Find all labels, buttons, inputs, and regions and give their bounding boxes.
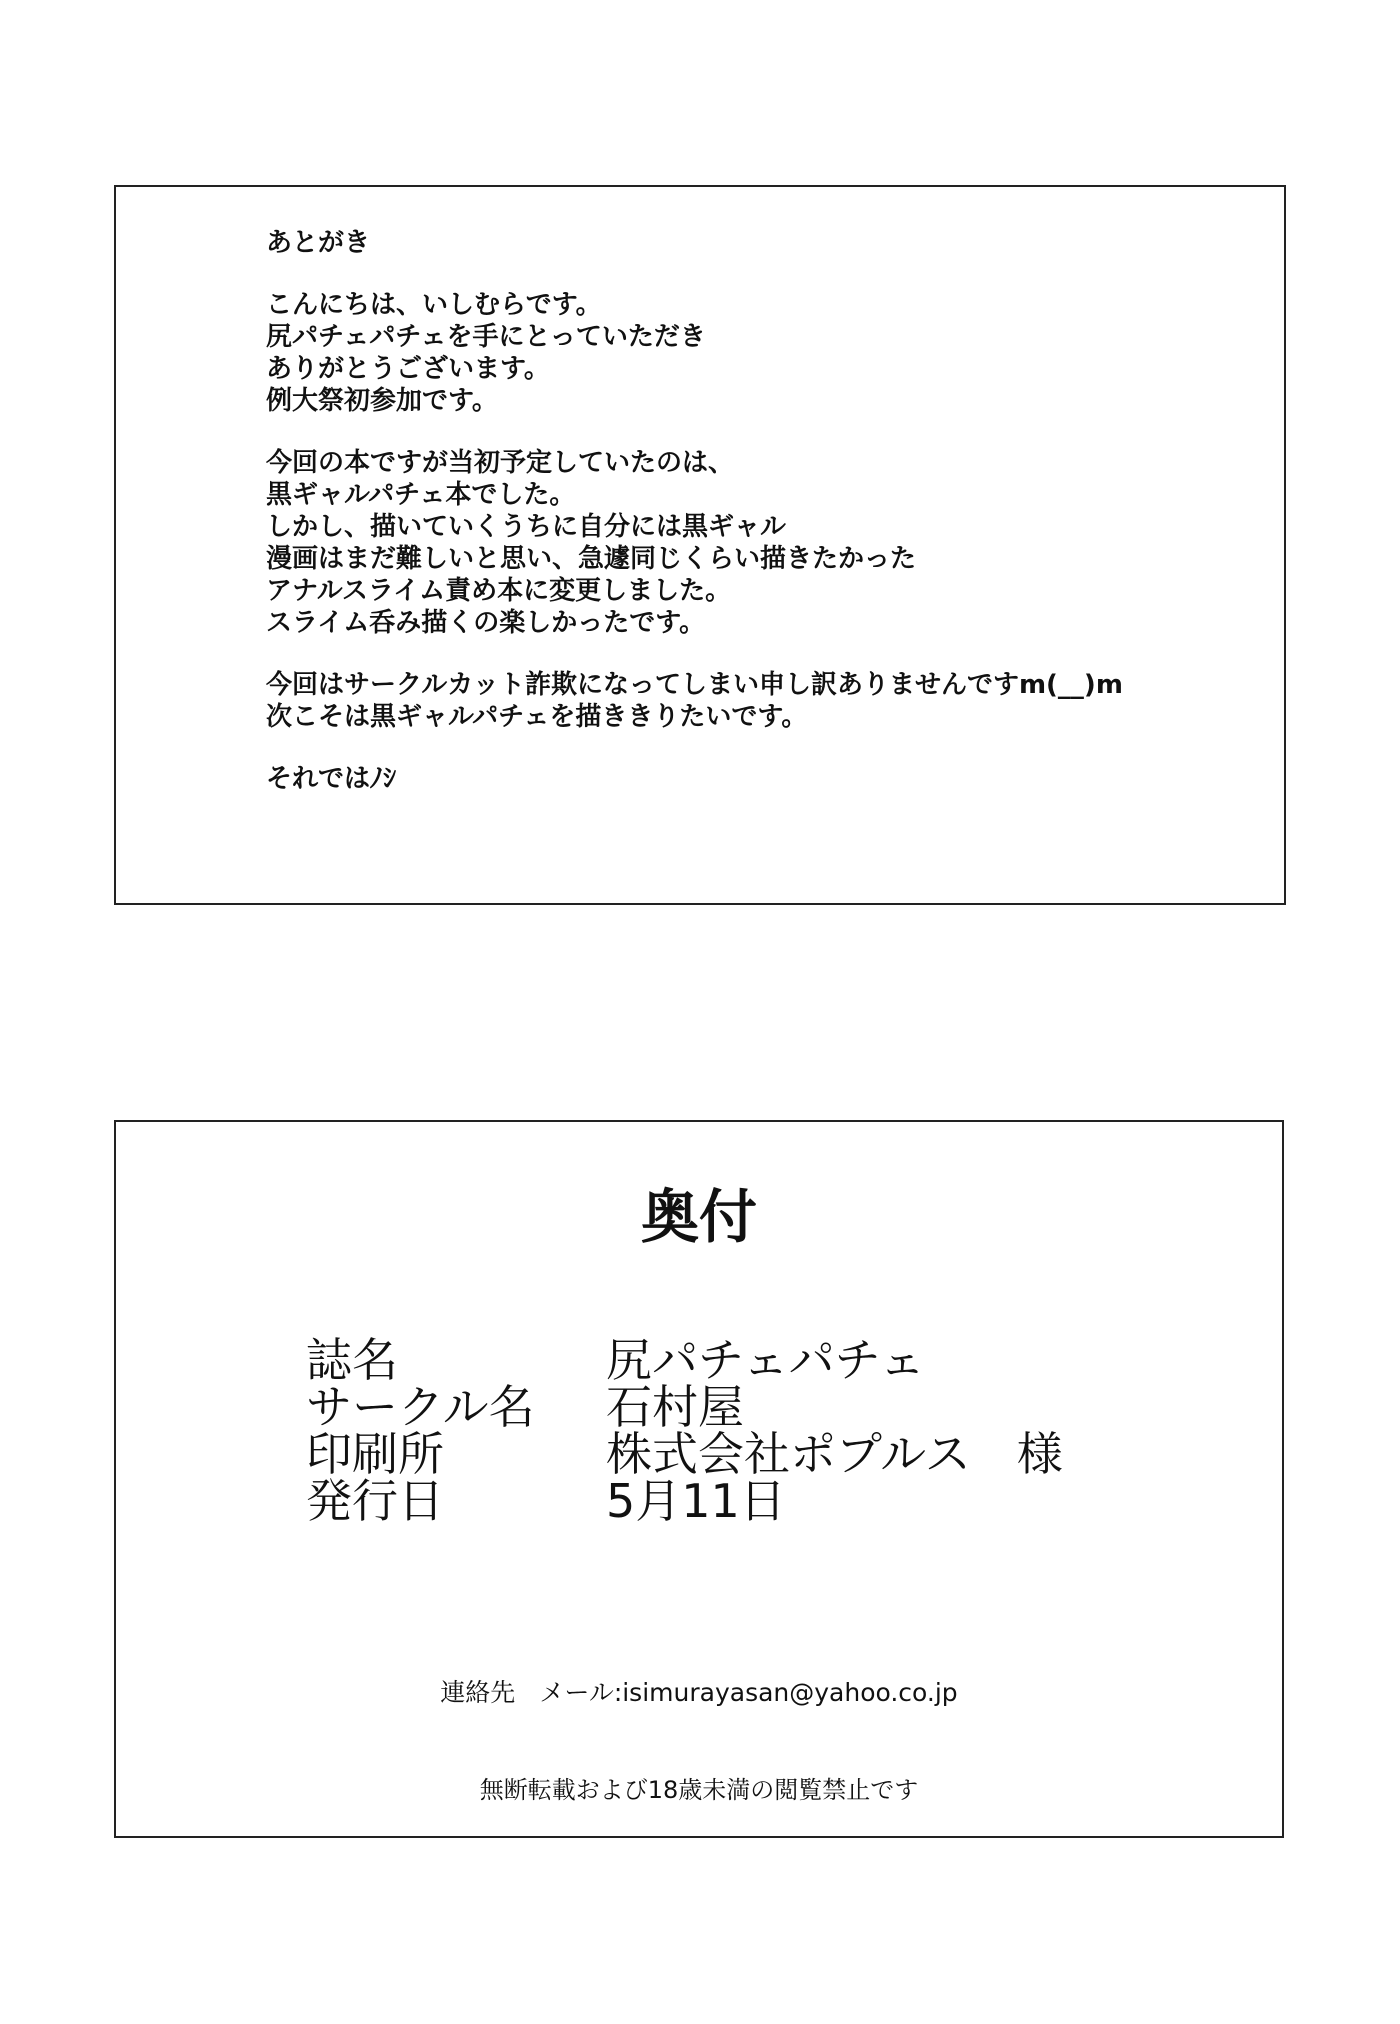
afterword-line: 漫画はまだ難しいと思い、急遽同じくらい描きたかった: [266, 544, 917, 574]
info-label: 誌名: [306, 1333, 398, 1387]
paragraph-gap: [266, 417, 1246, 447]
afterword-line: しかし、描いていくうちに自分には黒ギャル: [266, 512, 787, 542]
colophon-box: [114, 1120, 1284, 1838]
contact-line: [116, 1677, 1282, 1709]
afterword-line: スライム呑み描くの楽しかったです。: [266, 608, 706, 638]
afterword-line: 尻パチェパチェを手にとっていただき: [266, 322, 706, 352]
afterword-signoff: それではﾉｼ: [266, 764, 397, 794]
afterword-line: 次こそは黒ギャルパチェを描ききりたいです。: [266, 702, 808, 732]
afterword-line: アナルスライム責め本に変更しました。: [266, 576, 732, 606]
info-row-printer: [306, 1427, 1206, 1481]
info-label: 印刷所: [306, 1427, 444, 1481]
contact-email: メール:isimurayasan@yahoo.co.jp: [539, 1678, 958, 1707]
paragraph-gap: [266, 733, 1246, 763]
colophon-info-table: [306, 1333, 1206, 1528]
copyright-notice: 無断転載および18歳未満の閲覧禁止です: [479, 1776, 919, 1804]
afterword-title: あとがき: [266, 228, 371, 258]
paragraph-gap: [266, 639, 1246, 669]
info-value: 5月11日: [606, 1474, 786, 1528]
afterword-line: 例大祭初参加です。: [266, 386, 498, 416]
afterword-box: [114, 185, 1286, 905]
afterword-line: 今回の本ですが当初予定していたのは、: [266, 448, 735, 478]
info-row-circle: [306, 1380, 1206, 1434]
afterword-line: こんにちは、いしむらです。: [266, 290, 602, 320]
info-value: 尻パチェパチェ: [606, 1333, 926, 1387]
colophon-title: 奥付: [640, 1183, 757, 1251]
afterword-line: 黒ギャルパチェ本でした。: [266, 480, 576, 510]
afterword-line: ありがとうございます。: [266, 354, 550, 384]
info-value: 株式会社ポプルス 様: [606, 1427, 1063, 1481]
contact-label: 連絡先: [440, 1678, 516, 1707]
afterword-text: [266, 227, 1246, 795]
paragraph-gap: [266, 259, 1246, 289]
info-label: サークル名: [306, 1380, 535, 1434]
info-label: 発行日: [306, 1474, 444, 1528]
info-row-date: [306, 1474, 1206, 1528]
info-row-title: [306, 1333, 1206, 1387]
afterword-line: 今回はサークルカット詐欺になってしまい申し訳ありませんですm(__)m: [266, 670, 1123, 700]
info-value: 石村屋: [606, 1380, 744, 1434]
